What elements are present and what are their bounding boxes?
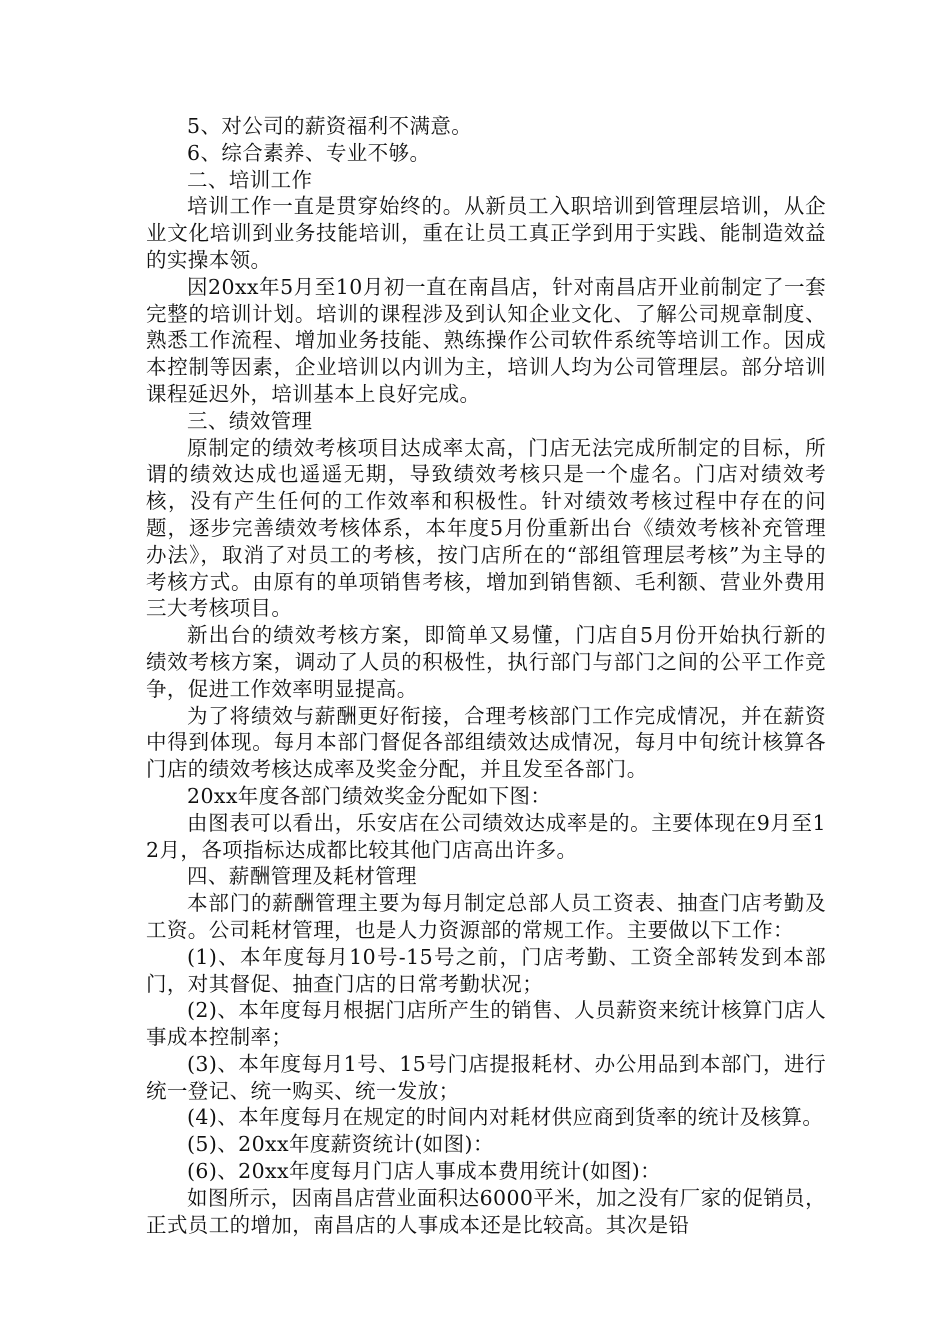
list-item-2: (2)、本年度每月根据门店所产生的销售、人员薪资来统计核算门店人事成本控制率； [146,998,826,1050]
paragraph-salary-dissatisfaction: 5、对公司的薪资福利不满意。 [187,114,473,138]
heading-performance-management: 三、绩效管理 [187,408,313,433]
paragraph-nanchang-training: 因20xx年5月至10月初一直在南昌店，针对南昌店开业前制定了一套完整的培训计划。培训的课程涉及到认知企业文化、了解公司规章制度、熟悉工作流程、增加业务技能、熟练操作公司软件系统等培训工作。因成本控制等因素，企业培训以内训为主，培训人均为公司管理层。部分培训课程延迟外，培训基本上良好完成。 [146,274,826,406]
paragraph-training-overview: 培训工作一直是贯穿始终的。从新员工入职培训到管理层培训，从企业文化培训到业务技能培训，重在让员工真正学到用于实践、能制造效益的实操本领。 [146,194,826,272]
paragraph-chart-conclusion: 由图表可以看出，乐安店在公司绩效达成率是的。主要体现在9月至12月，各项指标达成都比较其他门店高出许多。 [146,810,826,862]
list-item-4: (4)、本年度每月在规定的时间内对耗材供应商到货率的统计及核算。 [187,1105,824,1130]
paragraph-insufficient-skills: 6、综合素养、专业不够。 [187,140,431,165]
heading-salary-consumables: 四、薪酬管理及耗材管理 [187,864,417,889]
paragraph-salary-management-intro: 本部门的薪酬管理主要为每月制定总部人员工资表、抽查门店考勤及工资。公司耗材管理，也是人力资源部的常规工作。主要做以下工作： [146,891,826,942]
document-page [146,113,826,1238]
paragraph-performance-issues: 原制定的绩效考核项目达成率太高，门店无法完成所制定的目标，所谓的绩效达成也遥遥无期，导致绩效考核只是一个虚名。门店对绩效考核，没有产生任何的工作效率和积极性。针对绩效考核过程中存在的问题，逐步完善绩效考核体系，本年度5月份重新出台《绩效考核补充管理办法》，取消了对员工的考核，按门店所在的“部组管理层考核”为主导的考核方式。由原有的单项销售考核，增加到销售额、毛利额、营业外费用三大考核项目。 [146,435,826,621]
list-item-6: (6)、20xx年度每月门店人事成本费用统计(如图)： [187,1159,662,1184]
list-item-5: (5)、20xx年度薪资统计(如图)： [187,1132,494,1157]
list-item-3: (3)、本年度每月1号、15号门店提报耗材、办公用品到本部门，进行统一登记、统一购买、统一发放； [146,1051,826,1103]
paragraph-new-assessment-plan: 新出台的绩效考核方案，即简单又易懂，门店自5月份开始执行新的绩效考核方案，调动了人员的积极性，执行部门与部门之间的公平工作竞争，促进工作效率明显提高。 [146,623,826,701]
heading-training-work: 二、培训工作 [187,167,313,192]
paragraph-bonus-distribution: 20xx年度各部门绩效奖金分配如下图： [187,783,552,808]
list-item-1: (1)、本年度每月10号-15号之前，门店考勤、工资全部转发到本部门，对其督促、抽查门店的日常考勤状况； [146,944,826,996]
paragraph-performance-salary-link: 为了将绩效与薪酬更好衔接，合理考核部门工作完成情况，并在薪资中得到体现。每月本部门督促各部组绩效达成情况，每月中旬统计核算各门店的绩效考核达成率及奖金分配，并且发至各部门。 [146,703,826,782]
paragraph-nanchang-cost: 如图所示，因南昌店营业面积达6000平米，加之没有厂家的促销员，正式员工的增加，南昌店的人事成本还是比较高。其次是铅 [146,1185,826,1237]
